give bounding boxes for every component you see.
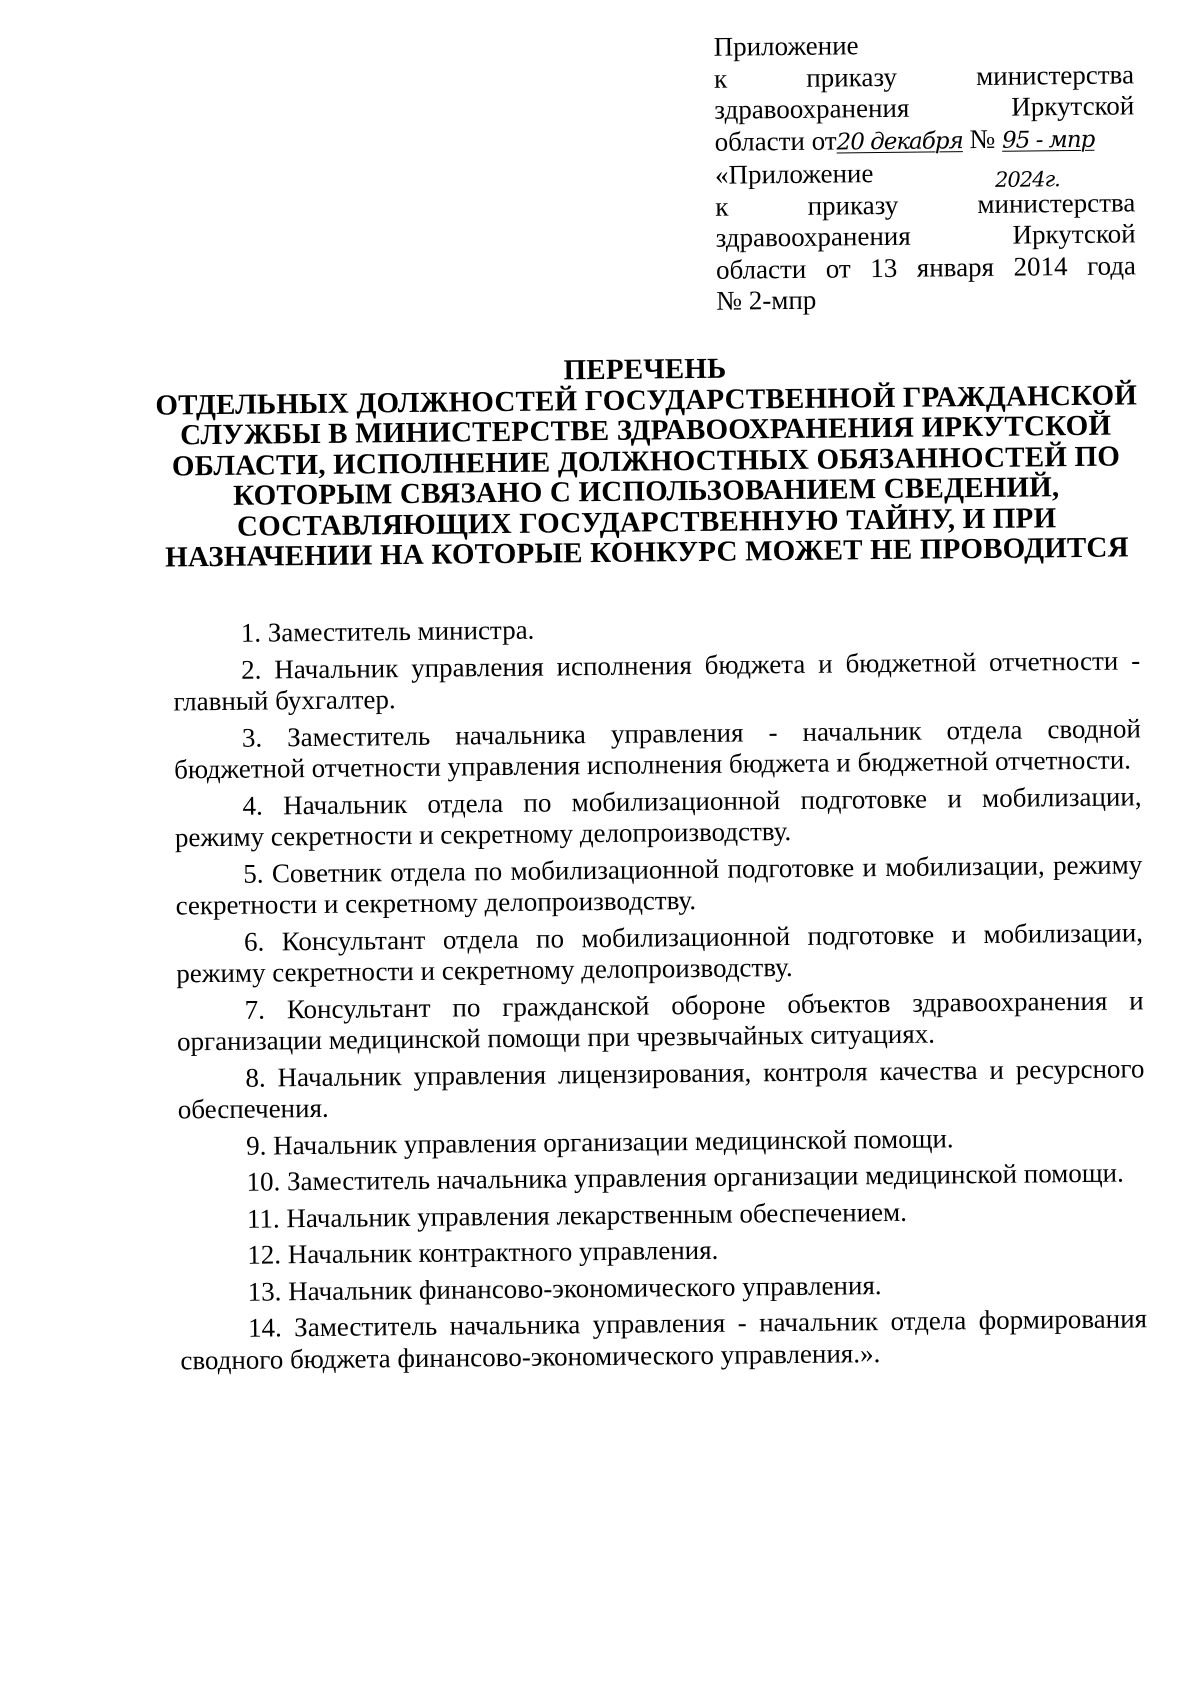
- appendix-line-8: области от 13 января 2014 года: [715, 249, 1137, 285]
- list-item: 5. Советник отдела по мобилизационной подготовке и мобилизации, режиму секретности и секретному делопроизводству.: [175, 848, 1143, 921]
- appendix-line-4: [714, 122, 1134, 160]
- appendix-line-9: № 2-мпр: [716, 284, 817, 316]
- list-item: 14. Заместитель начальника управления - начальник отдела формирования сводного бюджета финансово-экономического управления.».: [180, 1303, 1148, 1375]
- list-item: 4. Начальник отдела по мобилизационной подготовке и мобилизации, режиму секретности и секретному делопроизводству.: [174, 780, 1142, 853]
- positions-list: [173, 608, 1148, 1381]
- title-line-6: СОСТАВЛЯЮЩИХ ГОСУДАРСТВЕННУЮ ТАЙНУ, И ПРИ: [236, 501, 1057, 543]
- list-item: 3. Заместитель начальника управления - начальник отдела сводной бюджетной отчетности управления исполнения бюджета и бюджетной отчетности.: [174, 712, 1141, 785]
- list-item: 7. Консультант по гражданской обороне объектов здравоохранения и организации медицинской помощи при чрезвычайных ситуациях.: [176, 984, 1144, 1057]
- title-line-2: ОТДЕЛЬНЫХ ДОЛЖНОСТЕЙ ГОСУДАРСТВЕННОЙ ГРАЖДАНСКОЙ: [155, 378, 1138, 422]
- list-item: 11. Начальник управления лекарственным обеспечением.: [246, 1196, 908, 1234]
- handwritten-number: 95 - мпр: [1001, 126, 1095, 154]
- handwritten-year: 2024г.: [994, 167, 1060, 192]
- list-item: 13. Начальник финансово-экономического управления.: [247, 1269, 882, 1307]
- title-line-5: КОТОРЫМ СВЯЗАНО С ИСПОЛЬЗОВАНИЕМ СВЕДЕНИЙ,: [233, 471, 1060, 512]
- appendix-line-2: к приказу министерства: [713, 58, 1135, 94]
- list-item: 8. Начальник управления лицензирования, контроля качества и ресурсного обеспечения.: [177, 1052, 1145, 1125]
- title-line-7: НАЗНАЧЕНИИ НА КОТОРЫЕ КОНКУРС МОЖЕТ НЕ ПРОВОДИТСЯ: [164, 531, 1129, 574]
- list-item: 6. Консультант отдела по мобилизационной подготовке и мобилизации, режиму секретности и секретному делопроизводству.: [176, 916, 1144, 989]
- document-title: [155, 349, 1137, 573]
- appendix-date-prefix: области от: [714, 124, 837, 157]
- appendix-line-6: к приказу министерства: [715, 186, 1136, 222]
- appendix-line-7: здравоохранения Иркутской: [715, 218, 1136, 253]
- list-item: 9. Начальник управления организации медицинской помощи.: [245, 1122, 954, 1161]
- handwritten-date: 20 декабря: [836, 127, 963, 155]
- appendix-line-1: Приложение: [713, 30, 859, 62]
- title-line-3: СЛУЖБЫ В МИНИСТЕРСТВЕ ЗДРАВООХРАНЕНИЯ ИРКУТСКОЙ: [179, 409, 1112, 452]
- list-item: 1. Заместитель министра.: [240, 614, 535, 648]
- appendix-line-3: здравоохранения Иркутской: [714, 90, 1135, 125]
- title-line-1: ПЕРЕЧЕНЬ: [563, 352, 727, 387]
- title-line-4: ОБЛАСТИ, ИСПОЛНЕНИЕ ДОЛЖНОСТНЫХ ОБЯЗАННОСТЕЙ ПО: [171, 440, 1121, 482]
- appendix-block: [713, 27, 1136, 317]
- appendix-line-5: «Приложение: [714, 158, 874, 190]
- list-item: 12. Начальник контрактного управления.: [247, 1234, 719, 1270]
- list-item: 10. Заместитель начальника управления организации медицинской помощи.: [246, 1157, 1124, 1197]
- number-label: №: [969, 123, 996, 154]
- list-item: 2. Начальник управления исполнения бюджета и бюджетной отчетности - главный бухгалтер.: [173, 644, 1141, 717]
